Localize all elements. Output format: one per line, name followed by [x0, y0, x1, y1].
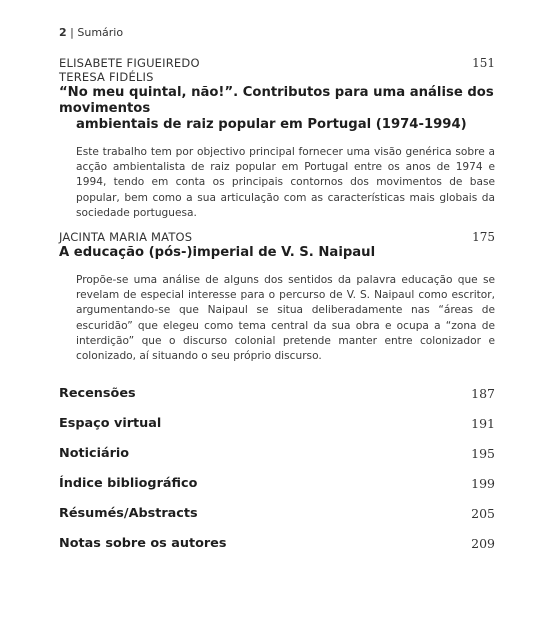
section-label: Notas sobre os autores [59, 536, 227, 551]
entry-abstract: Propõe-se uma análise de alguns dos sentidos da palavra educação que se revelam de especial interesse para o percurso de V. S. Naipaul como escritor, argumentando-se que Naipaul se situa deliberadamente nas “áreas de escuridão” que elegeu como tema central da sua obra e ocupa a “zona de interdição” que o discurso colonial pretende manter entre colonizador e colonizado, aí situando o seu próprio discurso. [76, 274, 495, 363]
section-list [59, 384, 495, 564]
toc-section-indice-bibliografico[interactable] [59, 474, 495, 504]
toc-entry-figueiredo-fidelis[interactable] [59, 56, 495, 221]
section-page-number: 195 [471, 446, 495, 461]
section-page-number: 209 [471, 536, 495, 551]
header-separator: | [70, 26, 74, 39]
section-label: Recensões [59, 386, 136, 401]
section-page-number: 187 [471, 386, 495, 401]
section-label: Espaço virtual [59, 416, 162, 431]
entry-author: JACINTA MARIA MATOS [59, 230, 193, 244]
toc-section-recensoes[interactable] [59, 384, 495, 414]
entry-page-number: 151 [472, 56, 495, 70]
section-label: Índice bibliográfico [59, 476, 198, 491]
entry-title [59, 85, 495, 133]
section-label: Noticiário [59, 446, 130, 461]
toc-section-notas-autores[interactable] [59, 534, 495, 564]
toc-section-espaco-virtual[interactable] [59, 414, 495, 444]
toc-section-resumes-abstracts[interactable] [59, 504, 495, 534]
entry-title-line: “No meu quintal, não!”. Contributos para uma análise dos movimentos [59, 85, 494, 116]
page-number: 2 [59, 26, 67, 39]
section-page-number: 199 [471, 476, 495, 491]
entry-title: A educação (pós-)imperial de V. S. Naipaul [59, 245, 376, 260]
entry-page-number: 175 [472, 230, 495, 244]
toc-section-noticiario[interactable] [59, 444, 495, 474]
entry-author: TERESA FIDÉLIS [59, 70, 154, 84]
entry-abstract: Este trabalho tem por objectivo principal fornecer uma visão genérica sobre a acção ambientalista de raiz popular em Portugal entre os anos de 1974 e 1994, tendo em conta os principais contornos dos movimentos de base popular, bem como a sua articulação com as características mais globais da sociedade portuguesa. [76, 146, 495, 219]
section-page-number: 191 [471, 416, 495, 431]
running-head [59, 26, 123, 39]
header-section: Sumário [77, 26, 124, 39]
entry-title-line: ambientais de raiz popular em Portugal (1974-1994) [76, 117, 467, 132]
section-page-number: 205 [471, 506, 495, 521]
section-label: Résumés/Abstracts [59, 506, 198, 521]
toc-entry-matos[interactable] [59, 230, 495, 364]
entry-author: ELISABETE FIGUEIREDO [59, 56, 200, 70]
